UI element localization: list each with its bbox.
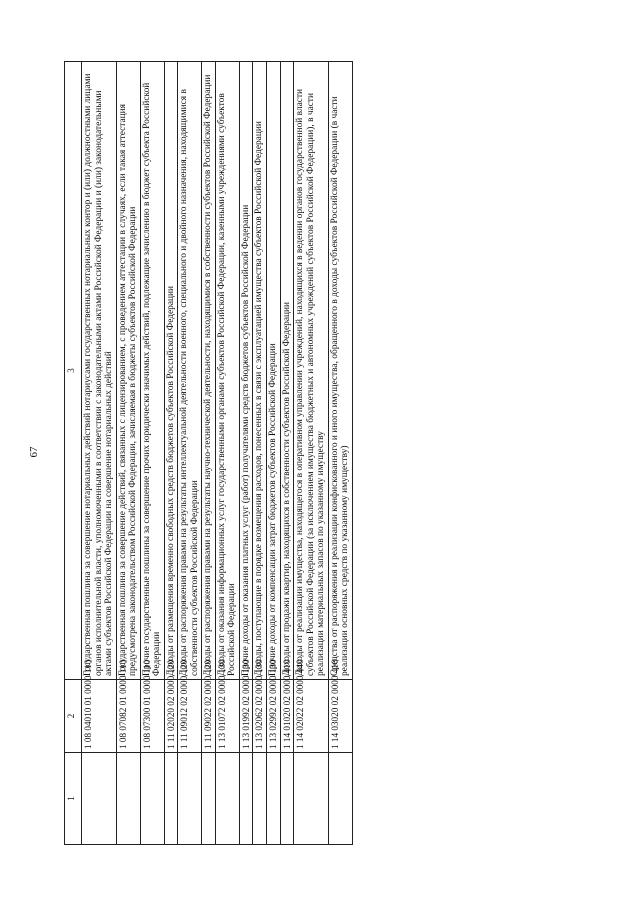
row-col1-cell bbox=[328, 753, 352, 845]
header-col-2: 2 bbox=[65, 680, 82, 753]
header-row bbox=[65, 62, 82, 845]
revenue-name-cell: Доходы от распоряжения правами на результаты научно-технической деятельности, находящимися в собственности субъектов Российской Федерации bbox=[202, 62, 216, 680]
table-row bbox=[178, 62, 202, 845]
header-col-3: 3 bbox=[65, 62, 82, 680]
revenue-code-cell: 1 13 02992 02 0000 130 bbox=[266, 680, 280, 753]
revenue-code-cell: 1 13 02062 02 0000 130 bbox=[253, 680, 267, 753]
row-col1-cell bbox=[266, 753, 280, 845]
revenue-code-cell: 1 14 02022 02 0000 440 bbox=[294, 680, 329, 753]
table-row bbox=[328, 62, 352, 845]
table-row bbox=[215, 62, 239, 845]
revenue-name-cell: Государственная пошлина за совершение действий, связанных с лицензированием, с проведением аттестации в случаях, если такая аттестация предусмотрена законодательством Российской Федерации, зачисляемая в бюджеты субъектов Российской Федерации bbox=[116, 62, 140, 680]
table-body bbox=[82, 62, 353, 845]
revenue-name-cell: Доходы от распоряжения правами на результаты интеллектуальной деятельности военного, специального и двойного назначения, находящимися в собственности субъектов Российской Федерации bbox=[178, 62, 202, 680]
row-col1-cell bbox=[202, 753, 216, 845]
table-row bbox=[202, 62, 216, 845]
revenue-code-cell: 1 08 07300 01 0000 110 bbox=[140, 680, 164, 753]
table-row bbox=[116, 62, 140, 845]
revenue-code-cell: 1 14 03020 02 0000 410 bbox=[328, 680, 352, 753]
revenue-name-cell: Прочие доходы от компенсации затрат бюджетов субъектов Российской Федерации bbox=[266, 62, 280, 680]
table-row bbox=[82, 62, 117, 845]
revenue-code-cell: 1 08 04010 01 0000 110 bbox=[82, 680, 117, 753]
table-row bbox=[294, 62, 329, 845]
row-col1-cell bbox=[239, 753, 253, 845]
revenue-name-cell: Средства от распоряжения и реализации конфискованного и иного имущества, обращенного в доходы субъектов Российской Федерации (в части реализации основных средств по указанному имуществу) bbox=[328, 62, 352, 680]
revenue-name-cell: Доходы от оказания информационных услуг государственными органами субъектов Российской Федерации, казенными учреждениями субъектов Российской Федерации bbox=[215, 62, 239, 680]
row-col1-cell bbox=[82, 753, 117, 845]
row-col1-cell bbox=[294, 753, 329, 845]
page-number: 67 bbox=[28, 446, 40, 458]
table-row bbox=[164, 62, 178, 845]
revenue-code-cell: 1 14 01020 02 0000 410 bbox=[280, 680, 294, 753]
revenue-name-cell: Доходы от продажи квартир, находящихся в собственности субъектов Российской Федерации bbox=[280, 62, 294, 680]
revenue-codes-table-wrapper bbox=[64, 62, 551, 845]
revenue-code-cell: 1 11 09022 02 0000 120 bbox=[202, 680, 216, 753]
row-col1-cell bbox=[140, 753, 164, 845]
revenue-code-cell: 1 13 01072 02 0000 130 bbox=[215, 680, 239, 753]
revenue-code-cell: 1 11 02020 02 0000 120 bbox=[164, 680, 178, 753]
revenue-name-cell: Государственная пошлина за совершение нотариальных действий нотариусами государственных нотариальных контор и (или) должностными лицами органов исполнительной власти, уполномоченными в соответствии с законодательными актами Российской Федерации и (или) законодательными актами субъектов Российской Федерации на совершение нотариальных действий bbox=[82, 62, 117, 680]
row-col1-cell bbox=[280, 753, 294, 845]
revenue-code-cell: 1 13 01992 02 0000 130 bbox=[239, 680, 253, 753]
revenue-name-cell: Прочие государственные пошлины за совершение прочих юридически значимых действий, подлежащие зачислению в бюджет субъекта Российской Федерации bbox=[140, 62, 164, 680]
header-col-1: 1 bbox=[65, 753, 82, 845]
revenue-codes-table bbox=[64, 61, 353, 845]
table-row bbox=[140, 62, 164, 845]
row-col1-cell bbox=[116, 753, 140, 845]
row-col1-cell bbox=[178, 753, 202, 845]
table-row bbox=[253, 62, 267, 845]
row-col1-cell bbox=[164, 753, 178, 845]
table-row bbox=[239, 62, 253, 845]
revenue-name-cell: Прочие доходы от оказания платных услуг (работ) получателями средств бюджетов субъектов Российской Федерации bbox=[239, 62, 253, 680]
row-col1-cell bbox=[215, 753, 239, 845]
revenue-name-cell: Доходы, поступающие в порядке возмещения расходов, понесенных в связи с эксплуатацией имущества субъектов Российской Федерации bbox=[253, 62, 267, 680]
revenue-code-cell: 1 11 09012 02 0000 120 bbox=[178, 680, 202, 753]
revenue-name-cell: Доходы от размещения временно свободных средств бюджетов субъектов Российской Федерации bbox=[164, 62, 178, 680]
revenue-name-cell: Доходы от реализации имущества, находящегося в оперативном управлении учреждений, находящихся в ведении органов государственной власти субъектов Российской Федерации (за исключением имущества бюджетных и автономных учреждений субъектов Российской Федерации), в части реализации материальных запасов по указанному имуществу bbox=[294, 62, 329, 680]
table-row bbox=[266, 62, 280, 845]
revenue-code-cell: 1 08 07082 01 0000 110 bbox=[116, 680, 140, 753]
table-row bbox=[280, 62, 294, 845]
row-col1-cell bbox=[253, 753, 267, 845]
